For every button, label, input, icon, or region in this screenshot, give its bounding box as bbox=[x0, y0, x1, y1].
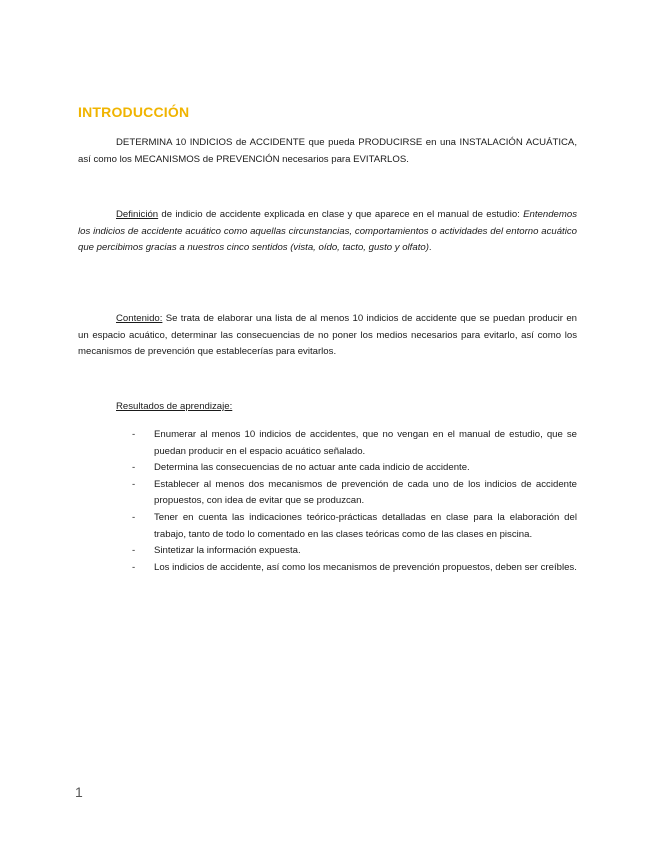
content-paragraph bbox=[78, 311, 577, 361]
intro-text: DETERMINA 10 INDICIOS de ACCIDENTE que pueda PRODUCIRSE en una INSTALACIÓN ACUÁTICA, así como los MECANISMOS de PREVENCIÓN necesarios para EVITARLOS. bbox=[78, 137, 577, 165]
definition-end: . bbox=[428, 242, 432, 253]
content-label: Contenido: bbox=[116, 313, 163, 324]
list-item bbox=[130, 427, 577, 460]
bullet-dash: - bbox=[132, 429, 136, 440]
bullet-dash: - bbox=[132, 462, 136, 474]
results-list bbox=[130, 427, 577, 576]
list-item-text: Establecer al menos dos mecanismos de prevención de cada uno de los indicios de accidente propuestos, con idea de evitar que se produzcan. bbox=[154, 478, 577, 507]
list-item-text: Tener en cuenta las indicaciones teórico-prácticas detalladas en clase para la elaboración del trabajo, tanto de todo lo comentado en las clases teóricas como de las clases en piscina. bbox=[154, 511, 577, 540]
page-title: INTRODUCCIÓN bbox=[78, 104, 190, 120]
list-item-text: Sintetizar la información expuesta. bbox=[154, 545, 301, 557]
definition-quote: Entendemos los indicios de accidente acuático como aquellas circunstancias, comportamientos o actividades del entorno acuático que percibimos gracias a nuestros cinco sentidos (vista, oído, tacto, gusto y olfato) bbox=[78, 209, 577, 253]
list-item bbox=[130, 543, 577, 560]
list-item bbox=[130, 510, 577, 543]
list-item-text: Determina las consecuencias de no actuar ante cada indicio de accidente. bbox=[154, 462, 470, 474]
bullet-dash: - bbox=[132, 561, 136, 573]
list-item bbox=[130, 460, 577, 477]
intro-paragraph bbox=[78, 135, 577, 168]
bullet-dash: - bbox=[132, 511, 136, 523]
list-item bbox=[130, 560, 577, 577]
list-item-text: Enumerar al menos 10 indicios de accidentes, que no vengan en el manual de estudio, que se puedan producir en el espacio acuático señalado. bbox=[154, 429, 577, 457]
list-item-text: Los indicios de accidente, así como los mecanismos de prevención propuestos, deben ser creíbles. bbox=[154, 561, 577, 573]
definition-text: de indicio de accidente explicada en clase y que aparece en el manual de estudio: bbox=[158, 209, 524, 220]
bullet-dash: - bbox=[132, 545, 136, 557]
definition-paragraph bbox=[78, 207, 577, 257]
definition-label: Definición bbox=[116, 209, 159, 220]
page-number: 1 bbox=[75, 784, 83, 800]
bullet-dash: - bbox=[132, 478, 136, 490]
results-heading: Resultados de aprendizaje: bbox=[116, 401, 233, 412]
content-text: Se trata de elaborar una lista de al menos 10 indicios de accidente que se puedan producir en un espacio acuático, determinar las consecuencias de no poner los medios necesarios para evitarlo, así como los mecanismos de prevención que establecerías para evitarlos. bbox=[78, 313, 577, 357]
list-item bbox=[130, 477, 577, 510]
